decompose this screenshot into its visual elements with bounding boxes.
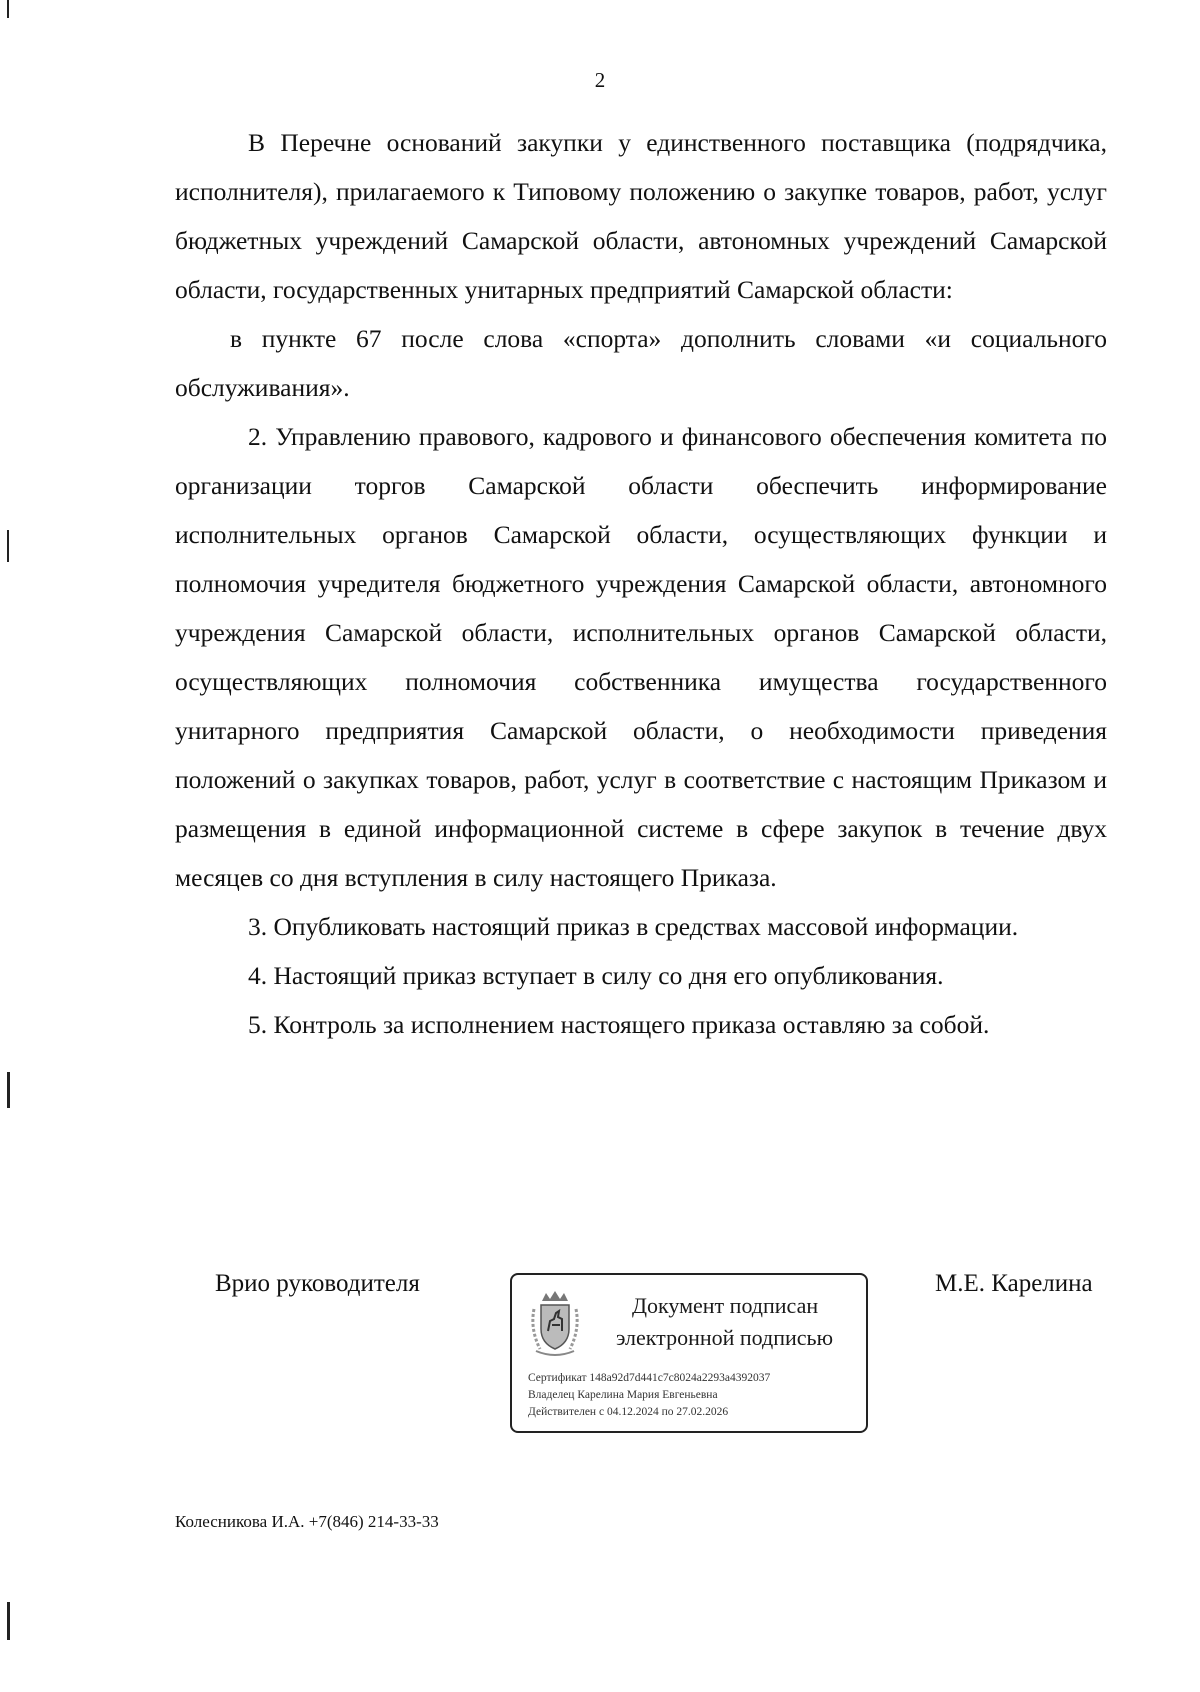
samara-coat-of-arms-icon xyxy=(528,1289,582,1359)
scan-mark xyxy=(7,1602,10,1640)
paragraph-amendment-intro: В Перечне оснований закупки у единственного поставщика (подрядчика, исполнителя), прилагаемого к Типовому положению о закупке товаров, работ, услуг бюджетных учреждений Самарской области, автономных учреждений Самарской области, государственных унитарных предприятий Самарской области: xyxy=(175,128,1107,304)
scan-mark xyxy=(7,530,9,562)
paragraph-item-3: 3. Опубликовать настоящий приказ в средствах массовой информации. xyxy=(248,912,1019,941)
stamp-title-line2: электронной подписью xyxy=(616,1325,834,1350)
signatory-position: Врио руководителя xyxy=(215,1270,420,1297)
page-number: 2 xyxy=(594,68,606,92)
electronic-signature-stamp xyxy=(510,1273,868,1433)
scan-mark xyxy=(7,1072,10,1108)
stamp-validity: Действителен с 04.12.2024 по 27.02.2026 xyxy=(528,1406,729,1418)
document-body xyxy=(175,118,1107,1049)
signatory-name: М.Е. Карелина xyxy=(935,1270,1093,1297)
executor-contact: Колесникова И.А. +7(846) 214-33-33 xyxy=(175,1512,439,1531)
stamp-owner: Владелец Карелина Мария Евгеньевна xyxy=(528,1389,718,1401)
paragraph-item-2: 2. Управлению правового, кадрового и финансового обеспечения комитета по организации торгов Самарской области обеспечить информирование исполнительных органов Самарской области, осуществляющих функции и полномочия учредителя бюджетного учреждения Самарской области, автономного учреждения Самарской области, исполнительных органов Самарской области, осуществляющих полномочия собственника имущества государственного унитарного предприятия Самарской области, о необходимости приведения положений о закупках товаров, работ, услуг в соответствие с настоящим Приказом и размещения в единой информационной системе в сфере закупок в течение двух месяцев со дня вступления в силу настоящего Приказа. xyxy=(175,422,1107,892)
scan-mark xyxy=(7,0,9,18)
paragraph-item-4: 4. Настоящий приказ вступает в силу со дня его опубликования. xyxy=(248,961,944,990)
paragraph-amendment-item: в пункте 67 после слова «спорта» дополнить словами «и социального обслуживания». xyxy=(175,324,1107,402)
stamp-certificate: Сертификат 148a92d7d441c7c8024a2293a4392037 xyxy=(528,1372,771,1384)
stamp-title-line1: Документ подписан xyxy=(632,1293,819,1318)
paragraph-item-5: 5. Контроль за исполнением настоящего приказа оставляю за собой. xyxy=(248,1010,990,1039)
